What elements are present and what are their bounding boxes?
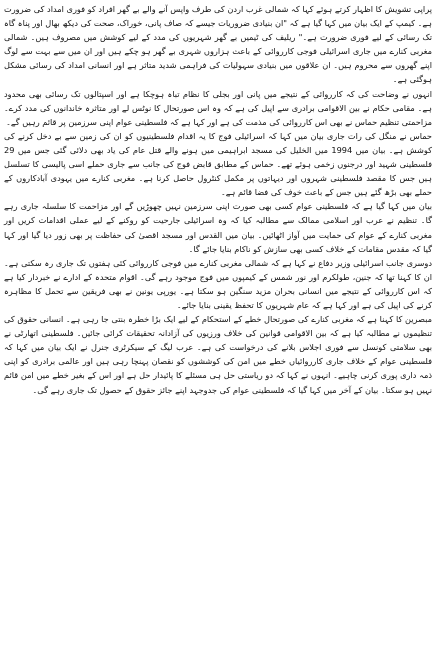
article-paragraph: انہوں نے وضاحت کی کہ کارروائی کے نتیجے میں پانی اور بجلی کا نظام تباہ ہوچکا ہے اور اسپتالوں تک رسائی بھی محدود ہے۔ مقامی حکام نے بین الاقوامی برادری سے اپیل کی ہے کہ وہ اس صورتحال کا نوٹس لے اور متاثرہ خاندانوں کی مدد کرے۔ مزاحمتی تنظیم حماس نے بھی اس کارروائی کی مذمت کی ہے اور کہا ہے کہ فلسطینی عوام اپنی سرزمین پر قائم رہیں گے۔ (4, 88, 432, 127)
article-body (4, 2, 432, 397)
article-paragraph: دوسری جانب اسرائیلی وزیر دفاع نے کہا ہے کہ شمالی مغربی کنارے میں فوجی کارروائی کئی ہفتوں تک جاری رہ سکتی ہے۔ ان کا کہنا تھا کہ جنین، طولکرم اور نور شمس کے کیمپوں میں فوج موجود رہے گی۔ اقوام متحدہ کے ادارے نے خبردار کیا ہے کہ اس کارروائی کے نتیجے میں انسانی بحران مزید سنگین ہو سکتا ہے۔ یورپی یونین نے بھی فریقین سے تحمل کا مظاہرہ کرنے کی اپیل کی ہے اور کہا ہے کہ عام شہریوں کا تحفظ یقینی بنایا جائے۔ (4, 257, 432, 310)
article-paragraph: بیان میں کہا گیا ہے کہ فلسطینی عوام کسی بھی صورت اپنی سرزمین نہیں چھوڑیں گے اور مزاحمت کا سلسلہ جاری رہے گا۔ تنظیم نے عرب اور اسلامی ممالک سے مطالبہ کیا کہ وہ اسرائیلی جارحیت کو روکنے کے لیے عملی اقدامات کریں اور مغربی کنارے کے عوام کی حمایت میں آواز اٹھائیں۔ بیان میں القدس اور مسجد اقصیٰ کی حفاظت پر بھی زور دیا گیا اور کہا گیا کہ مقدس مقامات کے خلاف کسی بھی سازش کو ناکام بنایا جائے گا۔ (4, 201, 432, 254)
article-paragraph: مبصرین کا کہنا ہے کہ مغربی کنارے کی صورتحال خطے کے استحکام کے لیے ایک بڑا خطرہ بنتی جا رہی ہے۔ انسانی حقوق کی تنظیموں نے مطالبہ کیا ہے کہ بین الاقوامی قوانین کی خلاف ورزیوں کی آزادانہ تحقیقات کرائی جائیں۔ فلسطینی اتھارٹی نے بھی سلامتی کونسل سے فوری اجلاس بلانے کی درخواست کی ہے۔ عرب لیگ کے سیکرٹری جنرل نے ایک بیان میں کہا کہ فلسطینی عوام کے خلاف جاری کارروائیاں خطے میں امن کی کوششوں کو نقصان پہنچا رہی ہیں اور عالمی برادری کو اپنی ذمہ داری پوری کرنی چاہیے۔ انہوں نے کہا کہ دو ریاستی حل ہی مسئلے کا پائیدار حل ہے اور اس کے بغیر خطے میں امن قائم نہیں ہو سکتا۔ بیان کے آخر میں کہا گیا کہ فلسطینی عوام کی جدوجہد اپنے جائز حقوق کے حصول تک جاری رہے گی۔ (4, 314, 432, 395)
article-paragraph: حماس نے منگل کی رات جاری بیان میں کہا کہ اسرائیلی فوج کا یہ اقدام فلسطینیوں کو ان کی زمین سے بے دخل کرنے کی کوشش ہے۔ بیان میں 1994 میں الخلیل کی مسجد ابراہیمی میں ہونے والے قتل عام کی یاد بھی دلائی گئی جس میں 29 فلسطینی شہید اور درجنوں زخمی ہوئے تھے۔ حماس کے مطابق قابض فوج کی جانب سے جاری حملے اسی پالیسی کا تسلسل ہیں جس کا مقصد فلسطینی شہروں اور دیہاتوں پر مکمل کنٹرول حاصل کرنا ہے۔ مغربی کنارے میں یہودی آبادکاروں کے حملے بھی بڑھ گئے ہیں جس کے باعث خوف کی فضا قائم ہے۔ (4, 130, 432, 198)
article-paragraph: پراپی تشویش کا اظہار کرتے ہوئے کہا کہ شمالی غرب اردن کی طرف واپس آنے والے بے گھر افراد کو فوری امداد کی ضرورت ہے۔ کیمپ کے ایک بیان میں کہا گیا ہے کہ "ان بنیادی ضروریات جیسے کہ صاف پانی، خوراک، صحت کی دیکھ بھال اور پناہ گاہ تک رسائی کے لیے فوری ضرورت ہے۔" ریلیف کی ٹیمیں بے گھر شہریوں کی مدد کے لیے کوشش میں مصروف ہیں۔ شمالی مغربی کنارے میں جاری اسرائیلی فوجی کارروائی کے باعث ہزاروں شہری بے گھر ہو چکے ہیں اور ان میں سے بہت سے لوگ اپنے گھروں سے محروم ہیں۔ ان علاقوں میں بنیادی سہولیات کی فراہمی شدید متاثر ہے اور انسانی امداد کی رسائی مشکل ہوگئی ہے۔ (4, 4, 432, 85)
